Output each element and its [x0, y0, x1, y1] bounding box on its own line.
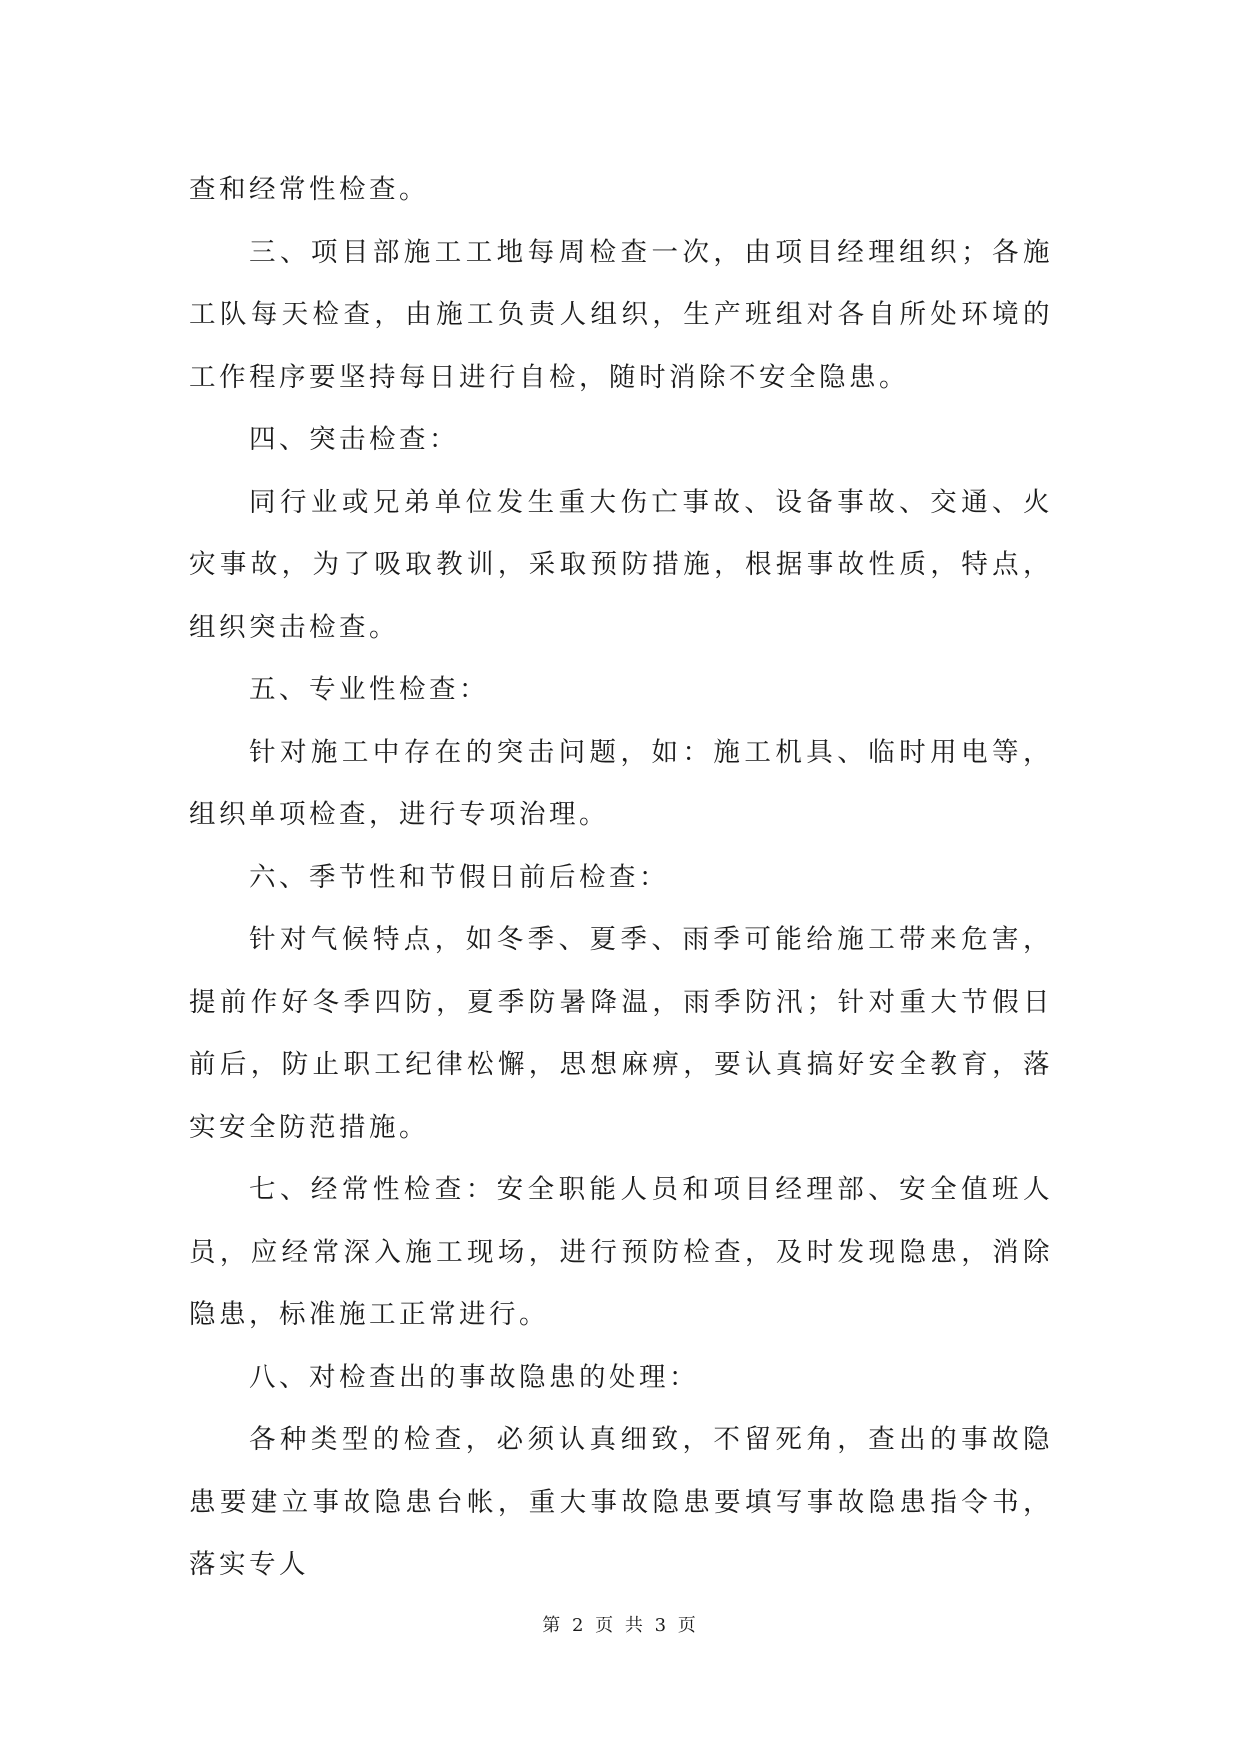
paragraph-item-6-body: 针对气候特点，如冬季、夏季、雨季可能给施工带来危害，提前作好冬季四防，夏季防暑降温，雨季防汛；针对重大节假日前后，防止职工纪律松懈，思想麻痹，要认真搞好安全教育，落实安全防范措施。: [189, 924, 1053, 1143]
paragraph-item-7: 七、经常性检查：安全职能人员和项目经理部、安全值班人员，应经常深入施工现场，进行预防检查，及时发现隐患，消除隐患，标准施工正常进行。: [189, 1174, 1053, 1330]
document-body: [189, 159, 1053, 1597]
paragraph-item-4-body: 同行业或兄弟单位发生重大伤亡事故、设备事故、交通、火灾事故，为了吸取教训，采取预防措施，根据事故性质，特点，组织突击检查。: [189, 486, 1053, 643]
heading-item-4: 四、突击检查：: [249, 424, 459, 455]
paragraph-item-5-body: 针对施工中存在的突击问题，如：施工机具、临时用电等，组织单项检查，进行专项治理。: [189, 736, 1053, 830]
paragraph-item-3: 三、项目部施工工地每周检查一次，由项目经理组织；各施工队每天检查，由施工负责人组织，生产班组对各自所处环境的工作程序要坚持每日进行自检，随时消除不安全隐患。: [189, 236, 1053, 393]
paragraph-continuation: 查和经常性检查。: [189, 174, 429, 205]
paragraph-item-8-body: 各种类型的检查，必须认真细致，不留死角，查出的事故隐患要建立事故隐患台帐，重大事故隐患要填写事故隐患指令书，落实专人: [189, 1424, 1053, 1580]
heading-item-5: 五、专业性检查：: [249, 674, 489, 705]
heading-item-6: 六、季节性和节假日前后检查：: [249, 861, 669, 893]
heading-item-8: 八、对检查出的事故隐患的处理：: [249, 1361, 699, 1393]
page-number-footer: 第 2 页 共 3 页: [542, 1615, 699, 1636]
